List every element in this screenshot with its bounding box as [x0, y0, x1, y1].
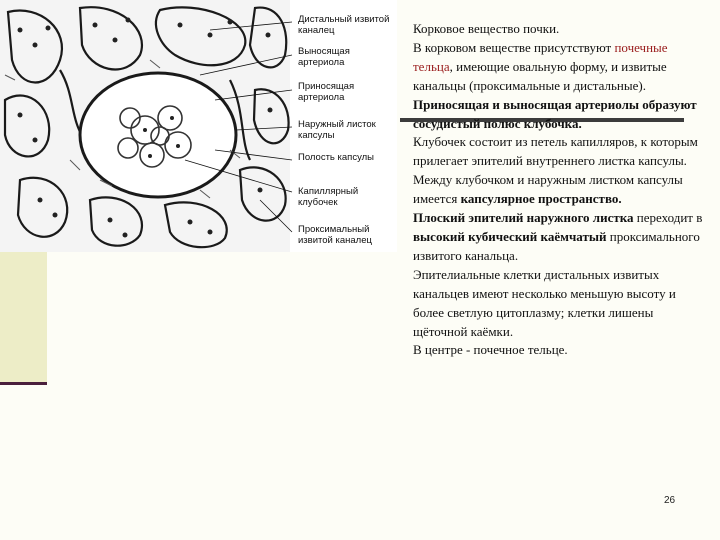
label-proximal-tubule: Проксимальный извитой каналец	[298, 224, 372, 246]
p5-end: проксимального извитого канальца.	[413, 228, 700, 263]
page-number: 26	[664, 495, 676, 506]
paragraph-2: Приносящая и выносящая артериолы образуют сосудистый полюс клубочка.	[413, 96, 697, 131]
decorative-side-bar	[0, 252, 47, 382]
kidney-cortex-drawing	[0, 0, 397, 252]
label-afferent-arteriole: Приносящая артериола	[298, 81, 355, 103]
slide-title: Корковое вещество почки.	[413, 21, 560, 36]
slide-text	[413, 20, 703, 360]
decorative-side-line	[0, 382, 47, 385]
p4-text-a: Между клубочком и наружным листком капсулы имеется	[413, 172, 683, 207]
label-glomerulus: Капиллярный клубочек	[298, 186, 359, 208]
paragraph-5	[413, 209, 703, 266]
term-renal-corpuscles: почечные тельца	[413, 39, 668, 74]
label-capsule-cavity: Полость капсулы	[298, 152, 374, 163]
p1-text-b: , имеющие овальную форму, и извитые канальцы (проксимальные и дистальные).	[413, 58, 667, 93]
label-outer-capsule-layer: Наружный листок капсулы	[298, 119, 376, 141]
p5-bold-2: высокий кубический каёмчатый	[413, 228, 607, 244]
term-capsular-space: капсулярное пространство.	[460, 191, 622, 207]
paragraph-1	[413, 39, 703, 96]
paragraph-7: В центре - почечное тельце.	[413, 342, 568, 358]
p5-mid: переходит в	[633, 210, 703, 226]
paragraph-6: Эпителиальные клетки дистальных извитых канальцев имеют несколько меньшую высоту и более светлую цитоплазму; клетки лишены щёточной каёмки.	[413, 266, 676, 339]
paragraph-4	[413, 171, 703, 209]
p5-bold-1: Плоский эпителий наружного листка	[413, 210, 634, 226]
label-distal-tubule: Дистальный извитой каналец	[298, 14, 390, 36]
label-efferent-arteriole: Выносящая артериола	[298, 46, 350, 68]
p1-text-a: В корковом веществе присутствуют	[413, 39, 615, 55]
paragraph-3: Клубочек состоит из петель капилляров, к которым прилегает эпителий внутреннего листка капсулы.	[413, 134, 698, 169]
